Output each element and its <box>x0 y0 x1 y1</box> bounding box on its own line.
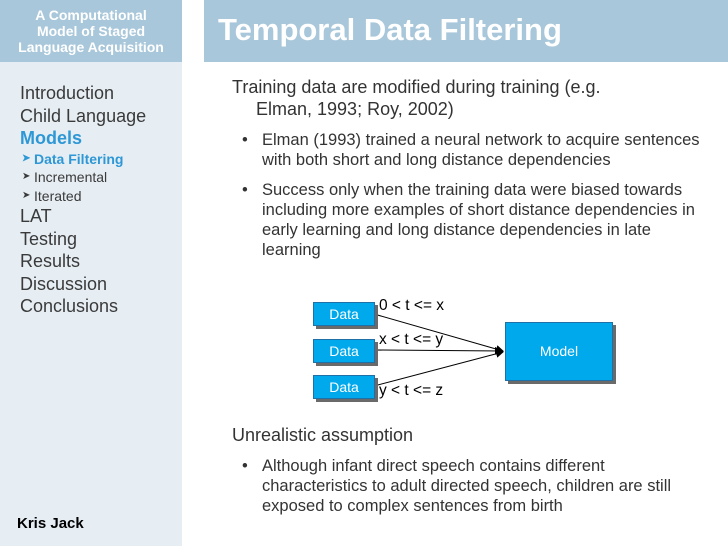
data-filtering-diagram <box>232 292 652 412</box>
arrow-icon: ➤ <box>22 171 31 182</box>
nav-subitem-label: Data Filtering <box>34 150 124 167</box>
nav-item-models[interactable]: Models <box>20 128 83 148</box>
intro-text-line: Training data are modified during training (e.g. <box>232 77 601 97</box>
slide-content-lower <box>232 424 712 516</box>
condition-label: x < t <= y <box>379 331 444 348</box>
author-name: Kris Jack <box>17 515 84 532</box>
data-box: Data <box>313 302 375 326</box>
bullet-point: • Although infant direct speech contains different characteristics to adult directed speech, children are still exposed to complex sentences from birth <box>232 456 712 516</box>
nav-item-lat[interactable]: LAT <box>20 206 52 226</box>
slide-content <box>232 76 712 260</box>
connector-line <box>374 352 503 386</box>
nav-subitem-iterated[interactable] <box>20 187 146 206</box>
divider <box>182 0 204 546</box>
nav-subitem-label: Iterated <box>34 187 82 204</box>
presentation-title-line: A Computational <box>35 7 147 23</box>
nav-item-introduction[interactable]: Introduction <box>20 83 115 103</box>
data-box: Data <box>313 339 375 363</box>
nav-item-conclusions[interactable]: Conclusions <box>20 296 119 316</box>
arrow-icon: ➤ <box>22 189 31 201</box>
assumption-heading: Unrealistic assumption <box>232 425 414 445</box>
intro-text <box>232 76 712 120</box>
nav-subitem-incremental[interactable] <box>20 168 146 187</box>
bullet-point: • Success only when the training data were biased towards including more examples of short distance dependencies in early learning and long distance dependencies in late learning <box>232 180 712 260</box>
presentation-title <box>0 0 182 62</box>
nav-item-discussion[interactable]: Discussion <box>20 273 108 294</box>
data-box: Data <box>313 375 375 399</box>
intro-text-line: Elman, 1993; Roy, 2002) <box>256 99 454 119</box>
section-nav <box>20 82 146 318</box>
condition-label: y < t <= z <box>379 382 444 399</box>
nav-item-results[interactable]: Results <box>20 251 81 271</box>
condition-label: 0 < t <= x <box>379 297 445 314</box>
nav-item-child-language[interactable]: Child Language <box>20 105 147 126</box>
slide-title: Temporal Data Filtering <box>218 12 562 47</box>
bullet-point: • Elman (1993) trained a neural network to acquire sentences with both short and long distance dependencies <box>232 130 712 170</box>
nav-subitem-data-filtering[interactable] <box>20 150 146 169</box>
presentation-title-line: Model of Staged <box>36 23 146 39</box>
presentation-title-line: Language Acquisition <box>18 39 164 55</box>
connector-line <box>374 350 502 351</box>
nav-subitem-label: Incremental <box>34 169 108 185</box>
model-box: Model <box>505 322 613 381</box>
nav-item-testing[interactable]: Testing <box>20 228 78 249</box>
arrow-icon: ➤ <box>22 152 31 164</box>
